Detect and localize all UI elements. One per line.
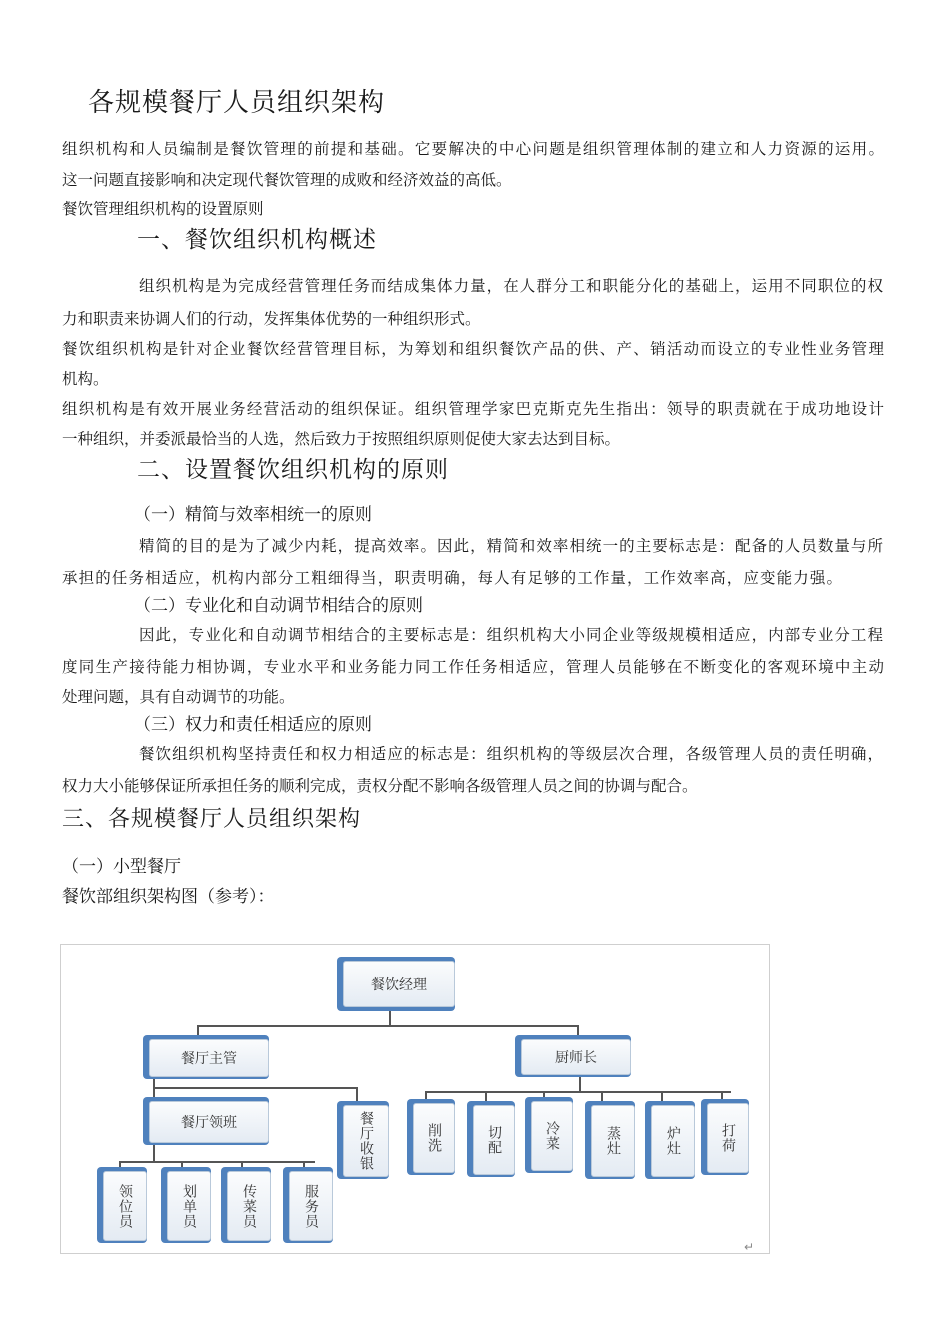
- connector: [601, 1091, 603, 1101]
- connector: [356, 1087, 358, 1101]
- node-kitchen-staff: 削洗: [413, 1103, 455, 1173]
- node-head-chef: 厨师长: [521, 1039, 631, 1075]
- node-restaurant-lead: 餐厅领班: [149, 1101, 269, 1143]
- section2-sub3: （三）权力和责任相适应的原则: [134, 715, 372, 735]
- section2-sub2: （二）专业化和自动调节相结合的原则: [134, 596, 423, 616]
- section3-sub1: （一）小型餐厅: [62, 857, 181, 877]
- section2-sub2-line2: 度同生产接待能力相协调，专业水平和业务能力同工作任务相适应，管理人员能够在不断变化的客观环境中主动: [62, 658, 884, 676]
- section2-heading: 二、设置餐饮组织机构的原则: [137, 457, 449, 483]
- paragraph-return-mark: ↵: [744, 1240, 755, 1254]
- node-kitchen-staff: 冷菜: [531, 1101, 573, 1171]
- section1-p1-line2: 力和职责来协调人们的行动，发挥集体优势的一种组织形式。: [62, 310, 481, 328]
- section1-p3-line2: 一种组织，并委派最恰当的人选，然后致力于按照组织原则促使大家去达到目标。: [62, 430, 621, 448]
- section2-sub2-line1: 因此，专业化和自动调节相结合的主要标志是：组织机构大小同企业等级规模相适应，内部专业分工程: [139, 626, 883, 644]
- node-kitchen-staff: 切配: [473, 1105, 515, 1175]
- section2-sub1-line2: 承担的任务相适应，机构内部分工粗细得当，职责明确，每人有足够的工作量，工作效率高，应变能力强。: [62, 569, 842, 587]
- section3-heading: 三、各规模餐厅人员组织架构: [62, 807, 362, 832]
- section2-sub3-line1: 餐饮组织机构坚持责任和权力相适应的标志是：组织机构的等级层次合理，各级管理人员的责任明确，: [139, 745, 883, 763]
- node-manager: 餐饮经理: [343, 961, 455, 1007]
- page-title: 各规模餐厅人员组织架构: [88, 88, 386, 118]
- section2-sub1: （一）精简与效率相统一的原则: [134, 505, 372, 525]
- node-kitchen-staff: 炉灶: [651, 1105, 695, 1177]
- node-front-staff: 领位员: [103, 1171, 147, 1241]
- node-restaurant-supervisor: 餐厅主管: [149, 1039, 269, 1077]
- intro-line-3: 餐饮管理组织机构的设置原则: [62, 200, 264, 218]
- section2-sub3-line2: 权力大小能够保证所承担任务的顺利完成，责权分配不影响各级管理人员之间的协调与配合。: [62, 777, 698, 795]
- connector: [153, 1087, 358, 1089]
- section1-p2-line2: 机构。: [62, 370, 109, 388]
- node-kitchen-staff: 打荷: [707, 1103, 749, 1173]
- intro-line-2: 这一问题直接影响和决定现代餐饮管理的成败和经济效益的高低。: [62, 171, 512, 189]
- connector: [661, 1091, 663, 1101]
- section1-heading: 一、餐饮组织机构概述: [137, 227, 377, 253]
- section1-p2-line1: 餐饮组织机构是针对企业餐饮经营管理目标，为筹划和组织餐饮产品的供、产、销活动而设立的专业性业务管理: [62, 340, 884, 358]
- connector: [425, 1091, 731, 1093]
- node-front-staff: 传菜员: [227, 1171, 271, 1241]
- section2-sub1-line1: 精简的目的是为了减少内耗，提高效率。因此，精简和效率相统一的主要标志是：配备的人员数量与所: [139, 537, 883, 555]
- org-chart: [60, 944, 770, 1254]
- chart-caption: 餐饮部组织架构图（参考）：: [62, 887, 275, 907]
- section1-p3-line1: 组织机构是有效开展业务经营活动的组织保证。组织管理学家巴克斯克先生指出：领导的职责就在于成功地设计: [62, 400, 884, 418]
- connector: [485, 1091, 487, 1101]
- node-front-staff: 服务员: [289, 1171, 333, 1241]
- section2-sub2-line3: 处理问题，具有自动调节的功能。: [62, 688, 295, 706]
- connector: [197, 1025, 579, 1027]
- node-front-staff: 划单员: [167, 1171, 211, 1241]
- section1-p1-line1: 组织机构是为完成经营管理任务而结成集体力量，在人群分工和职能分化的基础上，运用不同职位的权: [139, 277, 883, 295]
- node-kitchen-staff: 蒸灶: [591, 1105, 635, 1177]
- intro-line-1: 组织机构和人员编制是餐饮管理的前提和基础。它要解决的中心问题是组织管理体制的建立和人力资源的运用。: [62, 140, 884, 158]
- node-cashier: 餐厅收银: [343, 1105, 389, 1177]
- connector: [119, 1161, 315, 1163]
